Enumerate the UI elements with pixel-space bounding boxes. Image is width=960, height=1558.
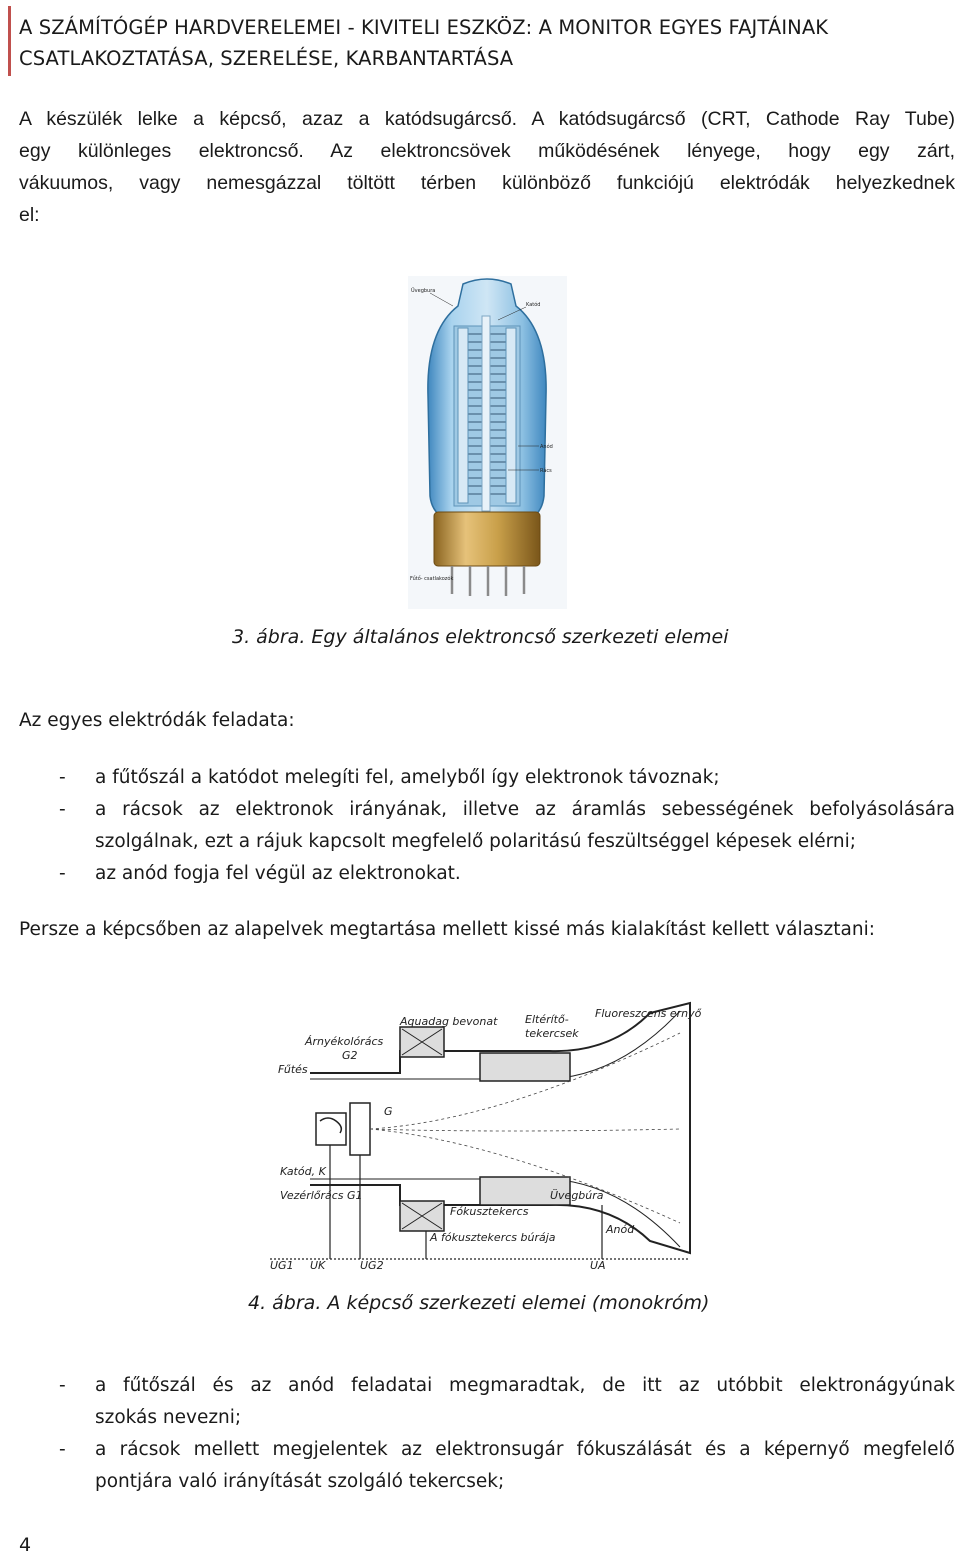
figure-4-caption: 4. ábra. A képcső szerkezeti elemei (monokróm): [248, 1292, 710, 1314]
list-item: [19, 1434, 955, 1498]
bullet-line: szokás nevezni;: [95, 1407, 242, 1428]
header-line-1: A SZÁMÍTÓGÉP HARDVERELEMEI - KIVITELI ESZKÖZ: A MONITOR EGYES FAJTÁINAK: [19, 16, 829, 39]
bullet-dash: -: [59, 863, 66, 884]
label-aquadag: Aquadag bevonat: [400, 1015, 498, 1028]
label-ug1: UG1: [270, 1259, 294, 1271]
page-header: [19, 12, 939, 74]
label-glass: Üvegbúra: [550, 1189, 604, 1202]
list-item: [19, 794, 955, 858]
list-item: [19, 858, 955, 890]
list-item: [19, 762, 955, 794]
bullet-dash: -: [59, 767, 66, 788]
bullet-line: szolgálnak, ezt a rájuk kapcsolt megfelelő polaritású feszültséggel képesek elérni;: [95, 831, 857, 852]
bullet-line: a fűtőszál és az anód feladatai megmaradtak, de itt az utóbbit elektronágyúnak: [95, 1375, 955, 1396]
intro-line: el:: [19, 204, 40, 226]
label-anode: Anód: [606, 1223, 635, 1236]
bullet-line: pontjára való irányítását szolgáló tekercsek;: [95, 1471, 505, 1492]
label-screen: Fluoreszcens ernyő: [595, 1007, 702, 1020]
header-accent-rule: [8, 6, 11, 76]
vacuum-tube-figure: [408, 276, 567, 609]
label-focus-case: A fókusztekercs búrája: [430, 1231, 556, 1244]
electrodes-heading: Az egyes elektródák feladata:: [19, 710, 295, 731]
label-control-grid: Vezérlőrács G1: [280, 1189, 363, 1202]
label-ua: UA: [590, 1259, 606, 1271]
crt-bullet-list: [19, 1370, 955, 1498]
label-shadow-grid: Árnyékolórács: [305, 1035, 384, 1048]
label-focus: Fókusztekercs: [450, 1205, 529, 1218]
label-cathode: Katód, K: [280, 1165, 326, 1178]
intro-line: A készülék lelke a képcső, azaz a katódsugárcső. A katódsugárcső (CRT, Cathode Ray Tube): [19, 108, 955, 130]
intro-paragraph: [19, 103, 955, 231]
bullet-dash: -: [59, 1439, 66, 1460]
bullet-dash: -: [59, 799, 66, 820]
label-grid: Rács: [540, 468, 552, 474]
bullet-dash: -: [59, 1375, 66, 1396]
label-deflect: Eltérítő-: [525, 1013, 569, 1026]
bullet-line: a fűtőszál a katódot melegíti fel, amelyből így elektronok távoznak;: [95, 767, 720, 788]
bullet-line: a rácsok mellett megjelentek az elektronsugár fókuszálását és a képernyő megfelelő: [95, 1439, 955, 1460]
label-g: G: [384, 1105, 393, 1118]
label-deflect-2: tekercsek: [525, 1027, 579, 1040]
crt-diagram-figure: [250, 993, 720, 1271]
label-cathode: Katód: [526, 302, 541, 308]
label-ug2: UG2: [360, 1259, 384, 1271]
list-item: [19, 1370, 955, 1434]
label-heating: Fűtés: [278, 1063, 308, 1076]
label-anode: Anód: [540, 444, 553, 450]
intro-line: vákuumos, vagy nemesgázzal töltött térben különböző funkciójú elektródák helyezkednek: [19, 172, 955, 194]
bullet-line: a rácsok az elektronok irányának, illetve az áramlás sebességének befolyásolására: [95, 799, 955, 820]
label-uk: UK: [310, 1259, 326, 1271]
electrode-bullet-list: [19, 762, 955, 890]
label-pins: Fűtő- csatlakozók: [410, 576, 454, 582]
figure-3-caption: 3. ábra. Egy általános elektroncső szerkezeti elemei: [232, 626, 729, 648]
label-g2: G2: [342, 1049, 358, 1062]
page-number: 4: [19, 1534, 32, 1556]
header-line-2: CSATLAKOZTATÁSA, SZERELÉSE, KARBANTARTÁSA: [19, 47, 514, 70]
crt-intro-text: Persze a képcsőben az alapelvek megtartása mellett kissé más kialakítást kellett választani:: [19, 919, 875, 940]
bullet-line: az anód fogja fel végül az elektronokat.: [95, 863, 461, 884]
intro-line: egy különleges elektroncső. Az elektroncsövek működésének lényege, hogy egy zárt,: [19, 140, 955, 162]
label-glass: Üvegbura: [411, 288, 436, 294]
